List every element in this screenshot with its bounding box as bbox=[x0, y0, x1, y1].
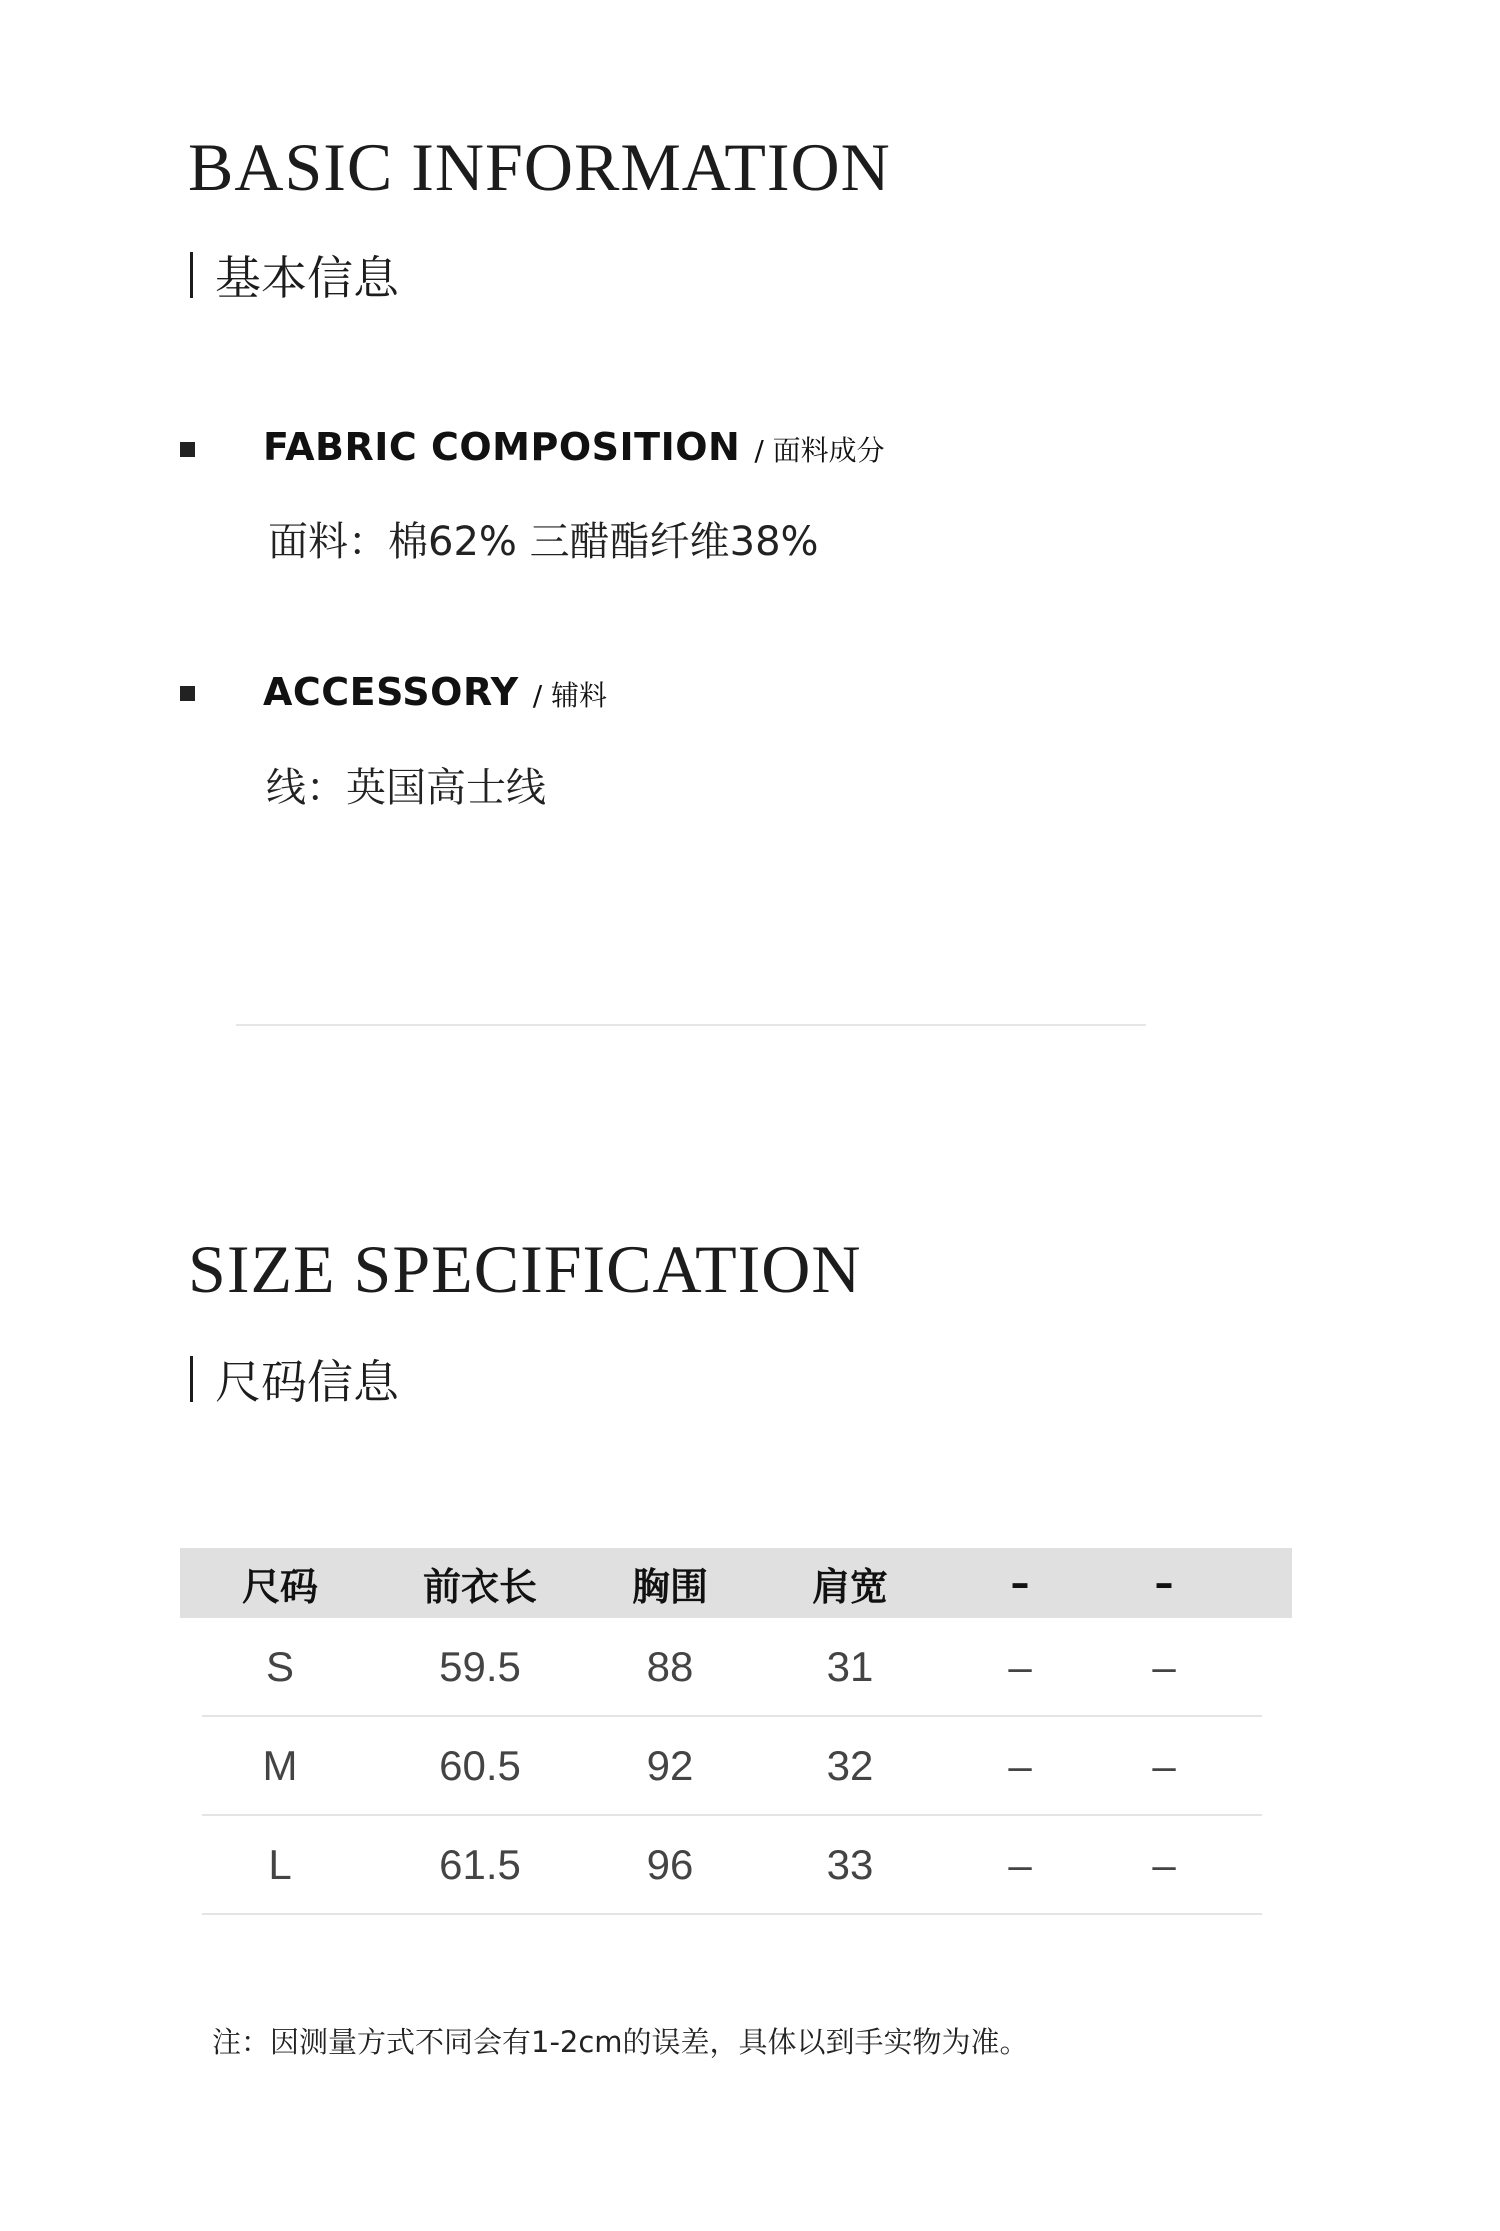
cell-empty-1: – bbox=[1008, 1840, 1032, 1888]
title-bar bbox=[190, 252, 193, 298]
accessory-label-en: ACCESSORY bbox=[263, 670, 519, 714]
header-length: 前衣长 bbox=[422, 1564, 537, 1609]
table-row bbox=[202, 1618, 1262, 1717]
basic-info-subtitle-text: 基本信息 bbox=[215, 251, 399, 305]
cell-chest: 88 bbox=[646, 1642, 694, 1690]
cell-length: 59.5 bbox=[439, 1642, 521, 1690]
accessory-value: 线：英国高士线 bbox=[266, 765, 546, 811]
cell-shoulder: 33 bbox=[826, 1840, 874, 1888]
cell-size: S bbox=[265, 1642, 294, 1690]
cell-length: 61.5 bbox=[439, 1840, 521, 1888]
fabric-label bbox=[263, 425, 885, 469]
size-spec-subtitle-text: 尺码信息 bbox=[215, 1355, 399, 1409]
cell-shoulder: 32 bbox=[826, 1741, 874, 1789]
header-empty-1: – bbox=[1010, 1561, 1030, 1605]
cell-chest: 92 bbox=[646, 1741, 694, 1789]
accessory-label-zh: / 辅料 bbox=[532, 679, 608, 712]
fabric-label-zh: / 面料成分 bbox=[754, 434, 885, 467]
table-row bbox=[202, 1717, 1262, 1816]
title-bar bbox=[190, 1356, 193, 1402]
basic-info-title: BASIC INFORMATION bbox=[188, 129, 891, 205]
table-row bbox=[202, 1816, 1262, 1915]
size-spec-subtitle bbox=[190, 1346, 399, 1412]
size-note: 注：因测量方式不同会有1-2cm的误差，具体以到手实物为准。 bbox=[212, 2025, 1029, 2059]
cell-empty-2: – bbox=[1152, 1741, 1176, 1789]
fabric-label-en: FABRIC COMPOSITION bbox=[263, 425, 741, 469]
cell-empty-1: – bbox=[1008, 1741, 1032, 1789]
cell-chest: 96 bbox=[646, 1840, 694, 1888]
size-table bbox=[180, 1548, 1292, 1915]
cell-empty-1: – bbox=[1008, 1642, 1032, 1690]
cell-empty-2: – bbox=[1152, 1642, 1176, 1690]
cell-empty-2: – bbox=[1152, 1840, 1176, 1888]
accessory-label bbox=[263, 670, 607, 714]
basic-info-subtitle bbox=[190, 242, 399, 308]
fabric-value: 面料：棉62% 三醋酯纤维38% bbox=[268, 519, 819, 565]
header-shoulder: 肩宽 bbox=[811, 1564, 888, 1609]
cell-size: M bbox=[262, 1741, 298, 1789]
cell-length: 60.5 bbox=[439, 1741, 521, 1789]
table-header bbox=[180, 1548, 1292, 1618]
cell-size: L bbox=[268, 1840, 292, 1888]
size-spec-title: SIZE SPECIFICATION bbox=[188, 1231, 862, 1307]
fabric-bullet-icon bbox=[180, 442, 195, 457]
header-size: 尺码 bbox=[241, 1564, 318, 1609]
header-empty-2: – bbox=[1154, 1561, 1174, 1605]
section-divider bbox=[236, 1024, 1146, 1026]
cell-shoulder: 31 bbox=[826, 1642, 874, 1690]
accessory-bullet-icon bbox=[180, 686, 195, 701]
header-chest: 胸围 bbox=[631, 1564, 708, 1609]
